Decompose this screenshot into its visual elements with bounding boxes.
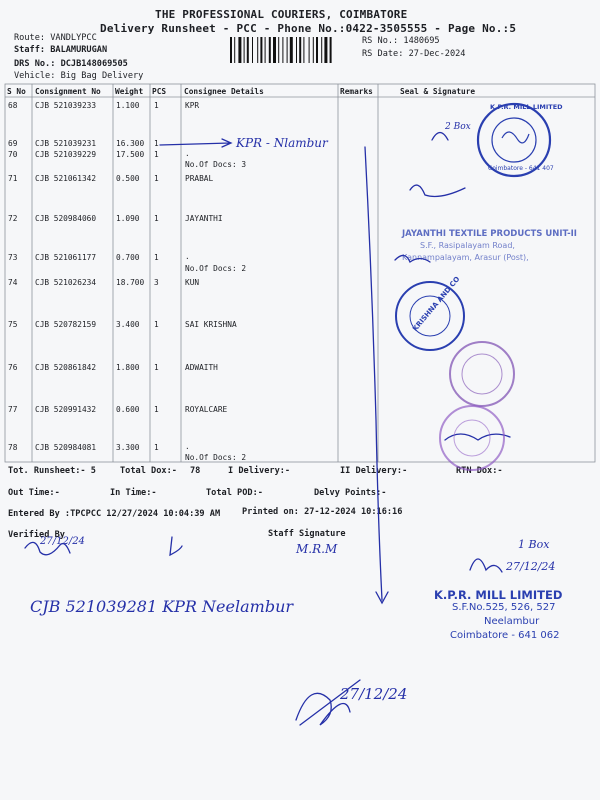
printed-on: Printed on: 27-12-2024 10:16:16 <box>242 507 403 517</box>
out-time: Out Time:- <box>8 488 60 498</box>
cell-sno: 73 <box>8 253 18 262</box>
cell-consignee: . <box>185 149 190 158</box>
cell-sno: 78 <box>8 443 18 452</box>
cell-weight: 0.500 <box>116 174 140 183</box>
cell-consignment: CJB 520861842 <box>35 363 97 372</box>
cell-consignee: PRABAL <box>185 174 214 183</box>
purple-round-stamps <box>436 326 546 476</box>
handwritten-kpr-date: 27/12/24 <box>506 560 556 573</box>
cell-sno: 75 <box>8 320 18 329</box>
company-title: THE PROFESSIONAL COURIERS, COIMBATORE <box>155 8 408 21</box>
cell-consignment: CJB 521061342 <box>35 174 97 183</box>
cell-pcs: 1 <box>154 139 159 148</box>
cell-consignment: CJB 520991432 <box>35 405 97 414</box>
cell-consignment: CJB 521061177 <box>35 253 97 262</box>
rtn-dox: RTN Dox:- <box>456 466 503 476</box>
cell-weight: 3.400 <box>116 320 140 329</box>
kpr-block-stamp-addr1: S.F.No.525, 526, 527 <box>452 602 556 613</box>
in-time: In Time:- <box>110 488 157 498</box>
drs-number: DRS No.: DCJB148069505 <box>14 59 128 69</box>
runsheet-subtitle: Delivery Runsheet - PCC - Phone No.:0422-3505555 - Page No.:5 <box>100 22 517 35</box>
cell-docs-note: No.Of Docs: 2 <box>185 264 247 273</box>
total-dox-value: 78 <box>190 466 201 476</box>
kpr-round-stamp-top: K.P.R. MILL LIMITED <box>490 103 563 111</box>
route-label: Route: VANDLYPCC <box>14 33 97 43</box>
jayanthi-stamp-line1: JAYANTHI TEXTILE PRODUCTS UNIT-II <box>402 229 577 239</box>
cell-consignment: CJB 521039233 <box>35 101 97 110</box>
kpr-block-stamp-name: K.P.R. MILL LIMITED <box>434 588 563 602</box>
cell-pcs: 1 <box>154 320 159 329</box>
handwritten-box-count: 2 Box <box>445 122 471 132</box>
cell-pcs: 1 <box>154 253 159 262</box>
cell-pcs: 1 <box>154 363 159 372</box>
cell-sno: 68 <box>8 101 18 110</box>
cell-pcs: 1 <box>154 101 159 110</box>
jayanthi-stamp-line3: Kannampalayam, Arasur (Post), <box>402 253 529 262</box>
total-dox-label: Total Dox:- <box>120 466 177 476</box>
rs-number: RS No.: 1480695 <box>362 36 440 46</box>
total-pod: Total POD:- <box>206 488 263 498</box>
staff-label: Staff: BALAMURUGAN <box>14 45 108 55</box>
cell-consignee: ROYALCARE <box>185 405 228 414</box>
cell-docs-note: No.Of Docs: 2 <box>185 453 247 462</box>
cell-sno: 74 <box>8 278 18 287</box>
cell-sno: 71 <box>8 174 18 183</box>
cell-consignee: . <box>185 442 190 451</box>
vehicle-label: Vehicle: Big Bag Delivery <box>14 71 144 81</box>
col-header-consignee: Consignee Details <box>184 87 264 96</box>
cell-pcs: 1 <box>154 214 159 223</box>
kpr-block-stamp-addr2: Neelambur <box>484 616 540 627</box>
cell-sno: 77 <box>8 405 18 414</box>
handwritten-staff-initials: M.R.M <box>296 542 338 556</box>
handwritten-bottom-note: CJB 521039281 KPR Neelambur <box>30 597 294 616</box>
jayanthi-stamp-line2: S.F., Rasipalayam Road, <box>420 241 515 250</box>
staff-signature-label: Staff Signature <box>268 529 346 539</box>
cell-pcs: 1 <box>154 150 159 159</box>
cell-pcs: 1 <box>154 405 159 414</box>
col-header-weight: Weight <box>115 87 144 96</box>
verified-by-label: Verified By <box>8 530 65 540</box>
cell-consignment: CJB 521039229 <box>35 150 97 159</box>
col-header-pcs: PCS <box>152 87 167 96</box>
cell-weight: 17.500 <box>116 150 145 159</box>
i-delivery: I Delivery:- <box>228 466 291 476</box>
cell-sno: 70 <box>8 150 18 159</box>
cell-weight: 18.700 <box>116 278 145 287</box>
cell-consignee: SAI KRISHNA <box>185 320 237 329</box>
total-runsheet: Tot. Runsheet:- 5 <box>8 466 96 476</box>
cell-consignment: CJB 521039231 <box>35 139 97 148</box>
handwritten-verified-date: 27/12/24 <box>40 536 85 547</box>
delvy-points: Delvy Points:- <box>314 488 387 498</box>
cell-weight: 1.090 <box>116 214 140 223</box>
entered-by: Entered By :TPCPCC 12/27/2024 10:04:39 AM <box>8 509 221 519</box>
cell-consignee: KUN <box>185 278 200 287</box>
handwritten-box-note: 1 Box <box>518 538 550 551</box>
cell-consignee: JAYANTHI <box>185 214 223 223</box>
ii-delivery: II Delivery:- <box>340 466 408 476</box>
cell-pcs: 1 <box>154 174 159 183</box>
cell-consignment: CJB 520984081 <box>35 443 97 452</box>
cell-weight: 0.700 <box>116 253 140 262</box>
cell-consignee: ADWAITH <box>185 363 218 372</box>
handwritten-bottom-date: 27/12/24 <box>340 685 408 703</box>
col-header-sno: S No <box>7 87 26 96</box>
cell-sno: 69 <box>8 139 18 148</box>
rs-date: RS Date: 27-Dec-2024 <box>362 49 466 59</box>
cell-consignee: . <box>185 252 190 261</box>
cell-pcs: 3 <box>154 278 159 287</box>
cell-sno: 72 <box>8 214 18 223</box>
cell-weight: 1.100 <box>116 101 140 110</box>
cell-weight: 3.300 <box>116 443 140 452</box>
kpr-round-stamp-bottom: Coimbatore - 641 407 <box>488 165 554 172</box>
kpr-block-stamp-addr3: Coimbatore - 641 062 <box>450 630 560 641</box>
cell-consignment: CJB 520984060 <box>35 214 97 223</box>
col-header-remarks: Remarks <box>340 87 373 96</box>
cell-sno: 76 <box>8 363 18 372</box>
col-header-consignment: Consignment No <box>35 87 101 96</box>
cell-docs-note: No.Of Docs: 3 <box>185 160 247 169</box>
col-header-seal: Seal & Signature <box>400 87 476 96</box>
cell-weight: 16.300 <box>116 139 145 148</box>
cell-consignment: CJB 521026234 <box>35 278 97 287</box>
handwritten-row69-note: KPR - Nlambur <box>236 136 328 150</box>
cell-consignee: KPR <box>185 101 200 110</box>
cell-consignment: CJB 520782159 <box>35 320 97 329</box>
cell-weight: 1.800 <box>116 363 140 372</box>
cell-weight: 0.600 <box>116 405 140 414</box>
krishna-stamp-text: KRISHNA AND CO <box>411 275 462 333</box>
cell-pcs: 1 <box>154 443 159 452</box>
